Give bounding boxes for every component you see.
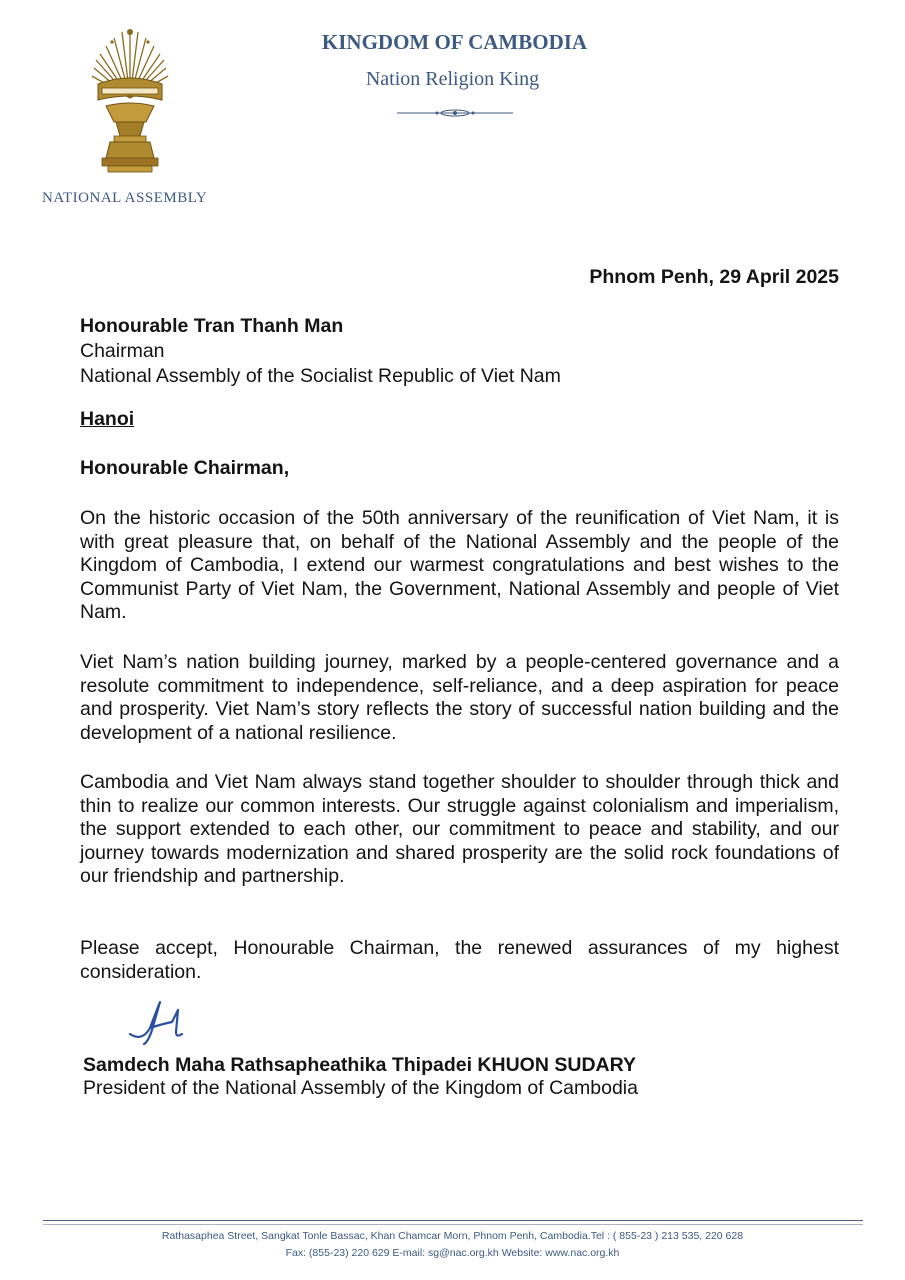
body-paragraph: Cambodia and Viet Nam always stand together shoulder to shoulder through thick and thin to realize our common interests. Our struggle against colonialism and imperialism, the support extended to each other, our commitment to peace and stability, and our journey towards modernization and shared prosperity are the solid rock foundations of our friendship and partnership. <box>80 771 839 888</box>
recipient-title: Chairman <box>80 340 165 362</box>
footer-divider-secondary <box>43 1224 863 1225</box>
recipient-name: Honourable Tran Thanh Man <box>80 315 344 337</box>
recipient-city: Hanoi <box>80 408 135 430</box>
kingdom-heading: KINGDOM OF CAMBODIA <box>321 30 588 54</box>
footer-divider <box>43 1220 863 1221</box>
letter-date: Phnom Penh, 29 April 2025 <box>589 266 839 288</box>
salutation: Honourable Chairman, <box>80 457 290 479</box>
recipient-organization: National Assembly of the Socialist Republic of Viet Nam <box>80 365 561 387</box>
signatory-name: Samdech Maha Rathsapheathika Thipadei KHUON SUDARY <box>83 1054 636 1076</box>
footer-address: Rathasaphea Street, Sangkat Tonle Bassac, Khan Chamcar Morn, Phnom Penh, Cambodia.Tel : ( 855-23 ) 213 535, 220 628 <box>161 1230 744 1242</box>
handwritten-signature-icon <box>126 998 188 1048</box>
recipient-block <box>80 314 840 389</box>
body-paragraph: Viet Nam’s nation building journey, marked by a people-centered governance and a resolute commitment to independence, self-reliance, and a deep aspiration for peace and prosperity. Viet Nam’s story reflects the story of successful nation building and the development of a national resilience. <box>80 651 839 744</box>
national-motto: Nation Religion King <box>365 68 540 90</box>
signatory-title: President of the National Assembly of the Kingdom of Cambodia <box>83 1077 638 1099</box>
footer-contact: Fax: (855-23) 220 629 E-mail: sg@nac.org.kh Website: www.nac.org.kh <box>285 1247 620 1259</box>
body-paragraph: On the historic occasion of the 50th anniversary of the reunification of Viet Nam, it is with great pleasure that, on behalf of the National Assembly and the people of the Kingdom of Cambodia, I extend our warmest congratulations and best wishes to the Communist Party of Viet Nam, the Government, National Assembly and people of Viet Nam. <box>80 507 839 624</box>
ornament-divider-icon <box>397 106 513 120</box>
closing-paragraph: Please accept, Honourable Chairman, the renewed assurances of my highest consideration. <box>80 937 839 983</box>
assembly-name: NATIONAL ASSEMBLY <box>42 190 208 206</box>
